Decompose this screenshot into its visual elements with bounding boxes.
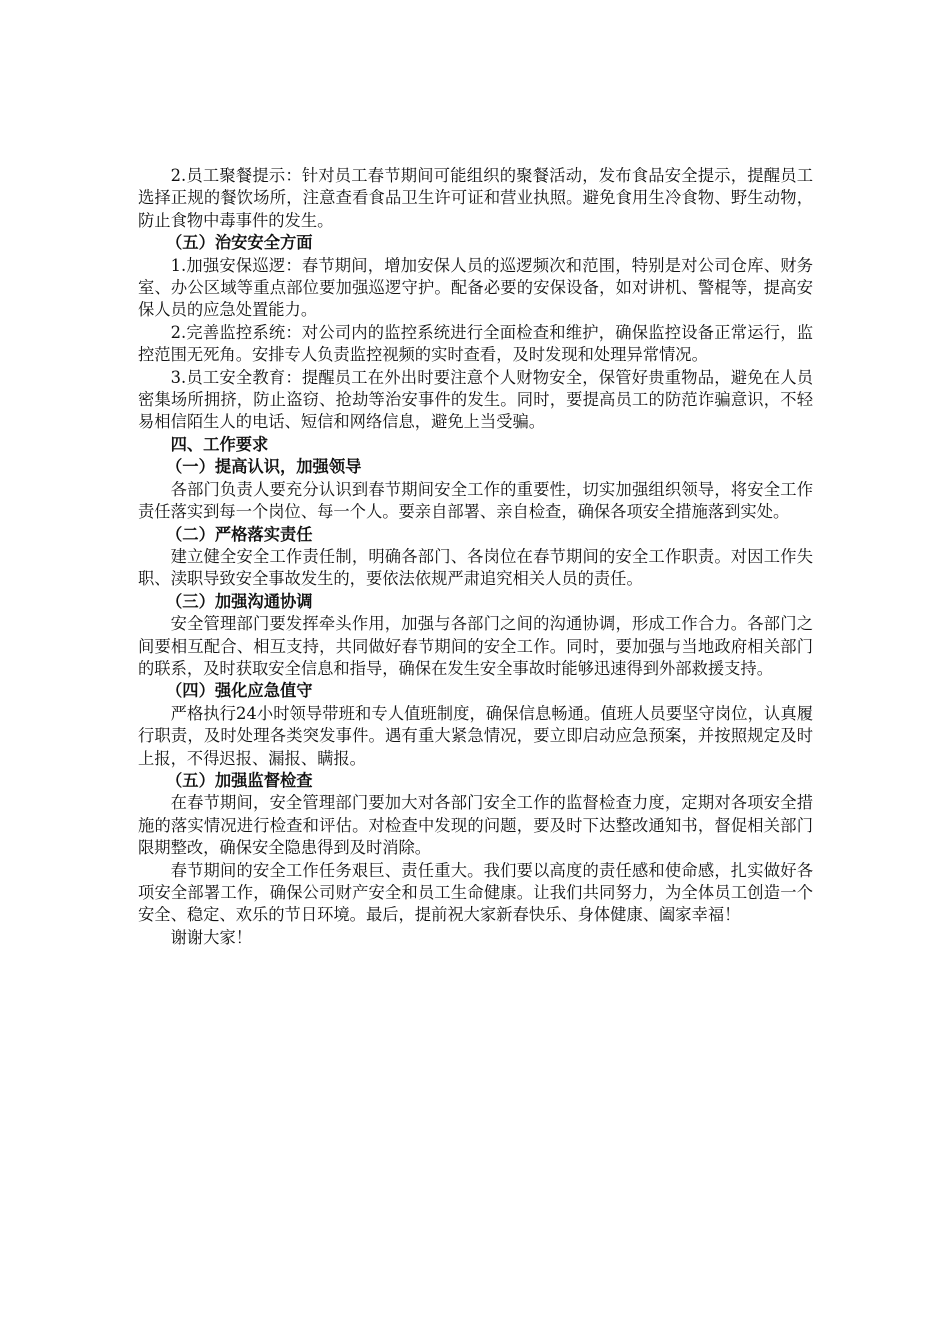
body-paragraph: 2.员工聚餐提示：针对员工春节期间可能组织的聚餐活动，发布食品安全提示，提醒员工选择正规的餐饮场所，注意查看食品卫生许可证和营业执照。避免食用生冷食物、野生动物，防止食物中毒事件的发生。 xyxy=(138,166,813,230)
section-heading: （二）严格落实责任 xyxy=(166,524,313,544)
body-paragraph: 1.加强安保巡逻：春节期间，增加安保人员的巡逻频次和范围，特别是对公司仓库、财务室、办公区域等重点部位要加强巡逻守护。配备必要的安保设备，如对讲机、警棍等，提高安保人员的应急处置能力。 xyxy=(138,255,813,320)
section-heading: （一）提高认识，加强领导 xyxy=(166,457,362,477)
body-paragraph: 在春节期间，安全管理部门要加大对各部门安全工作的监督检查力度，定期对各项安全措施的落实情况进行检查和评估。对检查中发现的问题，要及时下达整改通知书，督促相关部门限期整改，确保安全隐患得到及时消除。 xyxy=(138,793,813,858)
body-paragraph: 2.完善监控系统：对公司内的监控系统进行全面检查和维护，确保监控设备正常运行，监控范围无死角。安排专人负责监控视频的实时查看，及时发现和处理异常情况。 xyxy=(138,322,813,365)
body-paragraph: 春节期间的安全工作任务艰巨、责任重大。我们要以高度的责任感和使命感，扎实做好各项安全部署工作，确保公司财产安全和员工生命健康。让我们共同努力，为全体员工创造一个安全、稳定、欢乐的节日环境。最后，提前祝大家新春快乐、身体健康、阖家幸福！ xyxy=(138,860,813,925)
body-paragraph: 各部门负责人要充分认识到春节期间安全工作的重要性，切实加强组织领导，将安全工作责任落实到每一个岗位、每一个人。要亲自部署、亲自检查，确保各项安全措施落到实处。 xyxy=(138,479,813,522)
body-paragraph: 建立健全安全工作责任制，明确各部门、各岗位在春节期间的安全工作职责。对因工作失职、渎职导致安全事故发生的，要依法依规严肃追究相关人员的责任。 xyxy=(138,546,813,589)
body-paragraph: 严格执行24小时领导带班和专人值班制度，确保信息畅通。值班人员要坚守岗位，认真履行职责，及时处理各类突发事件。遇有重大紧急情况，要立即启动应急预案，并按照规定及时上报，不得迟报、漏报、瞒报。 xyxy=(138,703,813,768)
body-paragraph: 安全管理部门要发挥牵头作用，加强与各部门之间的沟通协调，形成工作合力。各部门之间要相互配合、相互支持，共同做好春节期间的安全工作。同时，要加强与当地政府相关部门的联系，及时获取安全信息和指导，确保在发生安全事故时能够迅速得到外部救援支持。 xyxy=(138,614,813,678)
closing-line: 谢谢大家！ xyxy=(170,927,253,947)
body-paragraph: 3.员工安全教育：提醒员工在外出时要注意个人财物安全，保管好贵重物品，避免在人员密集场所拥挤，防止盗窃、抢劫等治安事件的发生。同时，要提高员工的防范诈骗意识，不轻易相信陌生人的电话、短信和网络信息，避免上当受骗。 xyxy=(138,367,813,432)
section-heading: （四）强化应急值守 xyxy=(166,681,313,701)
document-body xyxy=(138,165,813,949)
section-heading: （三）加强沟通协调 xyxy=(166,591,313,611)
section-heading: （五）治安安全方面 xyxy=(166,233,313,253)
section-heading: （五）加强监督检查 xyxy=(166,770,313,790)
chapter-heading: 四、工作要求 xyxy=(170,434,269,454)
